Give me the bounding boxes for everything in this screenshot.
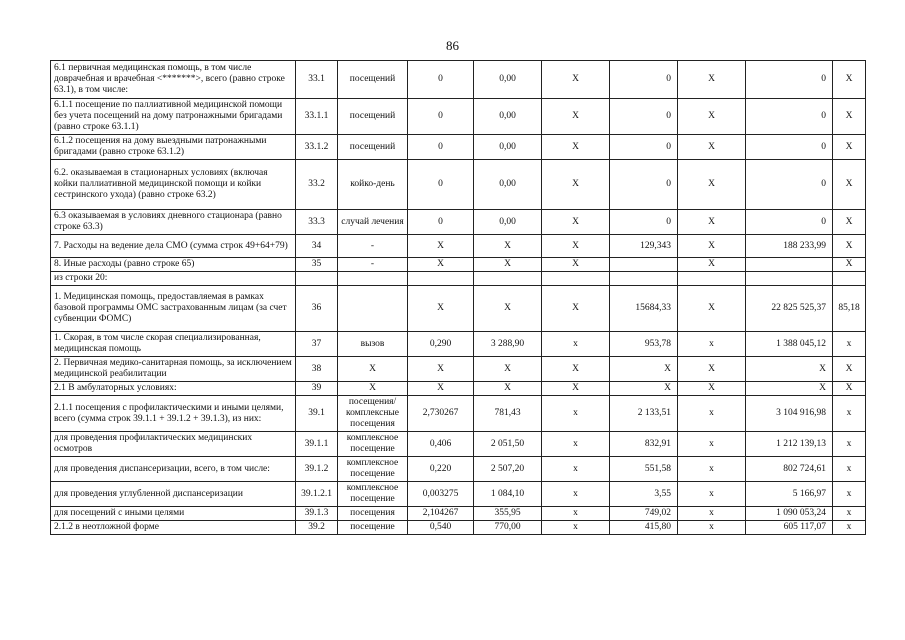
table-row xyxy=(51,396,866,432)
row-name-cell: для проведения диспансеризации, всего, в том числе: xyxy=(51,457,296,482)
value-cell: X xyxy=(542,210,610,235)
value-cell: 0 xyxy=(610,210,678,235)
table-row xyxy=(51,332,866,357)
row-line-cell: 38 xyxy=(296,357,338,382)
value-cell: x xyxy=(678,332,746,357)
value-cell xyxy=(408,272,474,286)
row-unit-cell: комплексное посещение xyxy=(338,457,408,482)
value-cell: 0,220 xyxy=(408,457,474,482)
value-cell xyxy=(610,258,678,272)
value-cell: 749,02 xyxy=(610,507,678,521)
value-cell: x xyxy=(542,521,610,535)
row-name-cell: для проведения углубленной диспансеризации xyxy=(51,482,296,507)
value-cell: X xyxy=(542,258,610,272)
row-line-cell: 39 xyxy=(296,382,338,396)
row-unit-cell: X xyxy=(338,357,408,382)
value-cell: 0 xyxy=(746,210,833,235)
row-name-cell: для проведения профилактических медицинских осмотров xyxy=(51,432,296,457)
value-cell xyxy=(746,258,833,272)
table-row xyxy=(51,210,866,235)
value-cell: X xyxy=(746,382,833,396)
row-name-cell: 6.3 оказываемая в условиях дневного стационара (равно строке 63.3) xyxy=(51,210,296,235)
row-unit-cell: - xyxy=(338,235,408,258)
value-cell: x xyxy=(833,432,866,457)
row-line-cell: 33.1 xyxy=(296,61,338,99)
row-line-cell: 39.1.2 xyxy=(296,457,338,482)
row-line-cell: 33.2 xyxy=(296,160,338,210)
row-line-cell: 33.1.2 xyxy=(296,135,338,160)
value-cell: 1 212 139,13 xyxy=(746,432,833,457)
value-cell: 0 xyxy=(746,61,833,99)
value-cell: 1 388 045,12 xyxy=(746,332,833,357)
value-cell: 0 xyxy=(408,99,474,135)
row-line-cell: 33.1.1 xyxy=(296,99,338,135)
value-cell: x xyxy=(833,521,866,535)
value-cell: 0,540 xyxy=(408,521,474,535)
value-cell: 3 288,90 xyxy=(474,332,542,357)
row-line-cell: 39.1.3 xyxy=(296,507,338,521)
row-name-cell: 1. Скорая, в том числе скорая специализированная, медицинская помощь xyxy=(51,332,296,357)
value-cell: 85,18 xyxy=(833,286,866,332)
value-cell: 1 090 053,24 xyxy=(746,507,833,521)
row-name-cell: 1. Медицинская помощь, предоставляемая в рамках базовой программы ОМС застрахованным лицам (за счет субвенции ФОМС) xyxy=(51,286,296,332)
value-cell: 2 051,50 xyxy=(474,432,542,457)
value-cell: X xyxy=(833,99,866,135)
row-unit-cell: посещений xyxy=(338,61,408,99)
value-cell: x xyxy=(542,396,610,432)
value-cell: 0,290 xyxy=(408,332,474,357)
value-cell: 15684,33 xyxy=(610,286,678,332)
value-cell xyxy=(678,272,746,286)
value-cell: 0 xyxy=(610,160,678,210)
value-cell: X xyxy=(610,357,678,382)
value-cell: X xyxy=(678,135,746,160)
row-unit-cell: посещений xyxy=(338,135,408,160)
table-row xyxy=(51,357,866,382)
table-row xyxy=(51,61,866,99)
value-cell: 2,104267 xyxy=(408,507,474,521)
row-line-cell: 39.2 xyxy=(296,521,338,535)
value-cell: 0 xyxy=(746,99,833,135)
value-cell: x xyxy=(678,457,746,482)
table-row xyxy=(51,99,866,135)
value-cell: X xyxy=(833,160,866,210)
value-cell: X xyxy=(474,235,542,258)
row-name-cell: 2. Первичная медико-санитарная помощь, за исключением медицинской реабилитации xyxy=(51,357,296,382)
row-line-cell: 39.1.1 xyxy=(296,432,338,457)
value-cell: 2 507,20 xyxy=(474,457,542,482)
value-cell: x xyxy=(833,457,866,482)
table-row xyxy=(51,135,866,160)
row-unit-cell: комплексное посещение xyxy=(338,432,408,457)
value-cell: 0,00 xyxy=(474,135,542,160)
table-row xyxy=(51,235,866,258)
value-cell: X xyxy=(542,160,610,210)
table-row xyxy=(51,482,866,507)
row-name-cell: 6.1.2 посещения на дому выездными патронажными бригадами (равно строке 63.1.2) xyxy=(51,135,296,160)
value-cell: X xyxy=(833,210,866,235)
value-cell: 0 xyxy=(610,99,678,135)
value-cell: X xyxy=(678,286,746,332)
value-cell: 22 825 525,37 xyxy=(746,286,833,332)
value-cell: 188 233,99 xyxy=(746,235,833,258)
value-cell: 832,91 xyxy=(610,432,678,457)
table-row xyxy=(51,432,866,457)
value-cell: x xyxy=(833,482,866,507)
value-cell: X xyxy=(678,99,746,135)
value-cell: x xyxy=(542,432,610,457)
finance-table xyxy=(50,60,866,535)
table-row xyxy=(51,521,866,535)
row-unit-cell: койко-день xyxy=(338,160,408,210)
row-name-cell: 2.1 В амбулаторных условиях: xyxy=(51,382,296,396)
row-unit-cell xyxy=(338,286,408,332)
value-cell: 0,406 xyxy=(408,432,474,457)
value-cell: X xyxy=(408,357,474,382)
row-line-cell: 35 xyxy=(296,258,338,272)
value-cell xyxy=(746,272,833,286)
value-cell: X xyxy=(542,135,610,160)
value-cell: X xyxy=(408,235,474,258)
value-cell: X xyxy=(746,357,833,382)
value-cell: x xyxy=(678,432,746,457)
table-row xyxy=(51,258,866,272)
value-cell: 355,95 xyxy=(474,507,542,521)
value-cell: 0 xyxy=(408,61,474,99)
value-cell: X xyxy=(678,61,746,99)
value-cell: X xyxy=(678,235,746,258)
value-cell xyxy=(833,272,866,286)
value-cell: X xyxy=(474,357,542,382)
value-cell: x xyxy=(833,332,866,357)
value-cell: x xyxy=(678,507,746,521)
row-unit-cell: X xyxy=(338,382,408,396)
row-line-cell: 37 xyxy=(296,332,338,357)
value-cell: 3,55 xyxy=(610,482,678,507)
value-cell: 0 xyxy=(746,160,833,210)
value-cell: x xyxy=(542,482,610,507)
value-cell: 0,003275 xyxy=(408,482,474,507)
value-cell: x xyxy=(542,332,610,357)
row-name-cell: 7. Расходы на ведение дела СМО (сумма строк 49+64+79) xyxy=(51,235,296,258)
row-unit-cell: случай лечения xyxy=(338,210,408,235)
value-cell: x xyxy=(833,507,866,521)
value-cell: X xyxy=(833,235,866,258)
row-name-cell: 6.1.1 посещение по паллиативной медицинской помощи без учета посещений на дому патронажными бригадами (равно строке 63.1.1) xyxy=(51,99,296,135)
value-cell: 0,00 xyxy=(474,210,542,235)
value-cell: 0 xyxy=(746,135,833,160)
table-row xyxy=(51,382,866,396)
value-cell: x xyxy=(833,396,866,432)
value-cell: x xyxy=(678,482,746,507)
value-cell: 551,58 xyxy=(610,457,678,482)
value-cell: X xyxy=(542,99,610,135)
row-unit-cell: посещений xyxy=(338,99,408,135)
value-cell: x xyxy=(542,507,610,521)
value-cell: X xyxy=(678,357,746,382)
value-cell: X xyxy=(678,210,746,235)
value-cell: 0,00 xyxy=(474,61,542,99)
value-cell: X xyxy=(474,258,542,272)
value-cell: X xyxy=(833,357,866,382)
value-cell: 415,80 xyxy=(610,521,678,535)
value-cell: 605 117,07 xyxy=(746,521,833,535)
value-cell: X xyxy=(833,258,866,272)
value-cell: X xyxy=(833,382,866,396)
value-cell: 770,00 xyxy=(474,521,542,535)
value-cell: x xyxy=(542,457,610,482)
value-cell: X xyxy=(833,61,866,99)
value-cell: x xyxy=(678,521,746,535)
value-cell: X xyxy=(542,382,610,396)
row-line-cell: 39.1 xyxy=(296,396,338,432)
value-cell: X xyxy=(408,286,474,332)
value-cell: x xyxy=(678,396,746,432)
value-cell: X xyxy=(542,357,610,382)
value-cell: 0 xyxy=(610,135,678,160)
row-line-cell: 34 xyxy=(296,235,338,258)
row-unit-cell: посещение xyxy=(338,521,408,535)
value-cell: 5 166,97 xyxy=(746,482,833,507)
table-row xyxy=(51,272,866,286)
page-number: 86 xyxy=(446,38,459,53)
value-cell: 781,43 xyxy=(474,396,542,432)
value-cell: X xyxy=(474,286,542,332)
row-name-cell: 2.1.1 посещения с профилактическими и иными целями, всего (сумма строк 39.1.1 + 39.1.2 + 39.1.3), из них: xyxy=(51,396,296,432)
value-cell: 0,00 xyxy=(474,99,542,135)
value-cell: 3 104 916,98 xyxy=(746,396,833,432)
value-cell: 953,78 xyxy=(610,332,678,357)
value-cell: 0,00 xyxy=(474,160,542,210)
value-cell: X xyxy=(610,382,678,396)
value-cell: X xyxy=(678,382,746,396)
value-cell: X xyxy=(408,382,474,396)
row-unit-cell: вызов xyxy=(338,332,408,357)
row-name-cell: 6.2. оказываемая в стационарных условиях (включая койки паллиативной медицинской помощи и койки сестринского ухода) (равно строке 63.2) xyxy=(51,160,296,210)
value-cell: 0 xyxy=(408,210,474,235)
row-name-cell: 2.1.2 в неотложной форме xyxy=(51,521,296,535)
value-cell xyxy=(542,272,610,286)
row-unit-cell: посещения/комплексные посещения xyxy=(338,396,408,432)
row-line-cell: 39.1.2.1 xyxy=(296,482,338,507)
row-unit-cell: комплексное посещение xyxy=(338,482,408,507)
value-cell: X xyxy=(542,61,610,99)
value-cell: 0 xyxy=(610,61,678,99)
row-line-cell: 33.3 xyxy=(296,210,338,235)
table-row xyxy=(51,507,866,521)
row-name-cell: для посещений с иными целями xyxy=(51,507,296,521)
row-name-cell: из строки 20: xyxy=(51,272,296,286)
value-cell: 802 724,61 xyxy=(746,457,833,482)
row-line-cell: 36 xyxy=(296,286,338,332)
value-cell: X xyxy=(474,382,542,396)
row-unit-cell xyxy=(338,272,408,286)
row-name-cell: 8. Иные расходы (равно строке 65) xyxy=(51,258,296,272)
value-cell: 129,343 xyxy=(610,235,678,258)
table-row xyxy=(51,457,866,482)
value-cell: X xyxy=(678,160,746,210)
table-row xyxy=(51,286,866,332)
value-cell: X xyxy=(833,135,866,160)
row-name-cell: 6.1 первичная медицинская помощь, в том числе доврачебная и врачебная <*******>, всего (равно строке 63.1), в том числе: xyxy=(51,61,296,99)
row-unit-cell: посещения xyxy=(338,507,408,521)
value-cell: 2,730267 xyxy=(408,396,474,432)
value-cell: 1 084,10 xyxy=(474,482,542,507)
value-cell xyxy=(474,272,542,286)
row-line-cell xyxy=(296,272,338,286)
value-cell: X xyxy=(678,258,746,272)
row-unit-cell: - xyxy=(338,258,408,272)
value-cell: X xyxy=(542,235,610,258)
value-cell: X xyxy=(408,258,474,272)
value-cell xyxy=(610,272,678,286)
value-cell: 0 xyxy=(408,160,474,210)
table-row xyxy=(51,160,866,210)
value-cell: 2 133,51 xyxy=(610,396,678,432)
value-cell: X xyxy=(542,286,610,332)
value-cell: 0 xyxy=(408,135,474,160)
